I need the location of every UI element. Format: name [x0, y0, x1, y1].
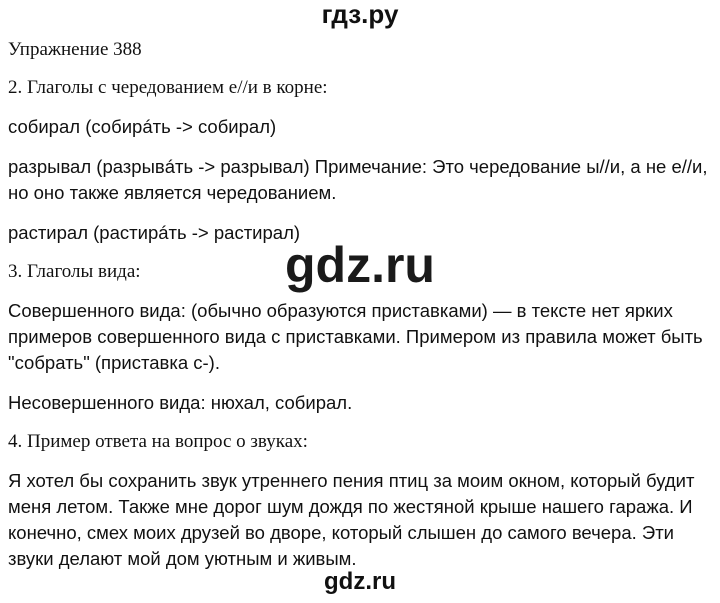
sounds-answer-text: Я хотел бы сохранить звук утреннего пения птиц за моим окном, который будит меня летом. Также мне дорог шум дождя по жестяной крыше нашего гаража. И конечно, смех моих друзей во дворе, который слышен до самого вечера. Эти звуки делают мой дом уютным и живым. — [8, 470, 695, 569]
site-logo-header: гдз.ру — [321, 0, 399, 29]
verb-example-2: разрывал (разрывáть -> разрывал) Примечание: Это чередование ы//и, а не е//и, но оно также является чередованием. — [8, 156, 708, 203]
verb-example-3: растирал (растирáть -> растирал) — [8, 222, 301, 243]
watermark-logo: gdz.ru — [285, 237, 435, 293]
site-logo-footer: gdz.ru — [324, 568, 396, 595]
perfective-aspect-text: Совершенного вида: (обычно образуются приставками) — в тексте нет ярких примеров совершенного вида с приставками. Примером из правила может быть "собрать" (приставка с-). — [8, 300, 703, 373]
verb-example-1: собирал (собирáть -> собирал) — [8, 116, 277, 137]
exercise-title: Упражнение 388 — [8, 39, 142, 60]
section-4-heading: 4. Пример ответа на вопрос о звуках: — [8, 431, 308, 452]
section-3-heading: 3. Глаголы вида: — [8, 261, 141, 282]
section-2-heading: 2. Глаголы с чередованием е//и в корне: — [8, 77, 328, 98]
imperfective-aspect-text: Несовершенного вида: нюхал, собирал. — [8, 392, 353, 413]
exercise-content — [8, 38, 708, 586]
